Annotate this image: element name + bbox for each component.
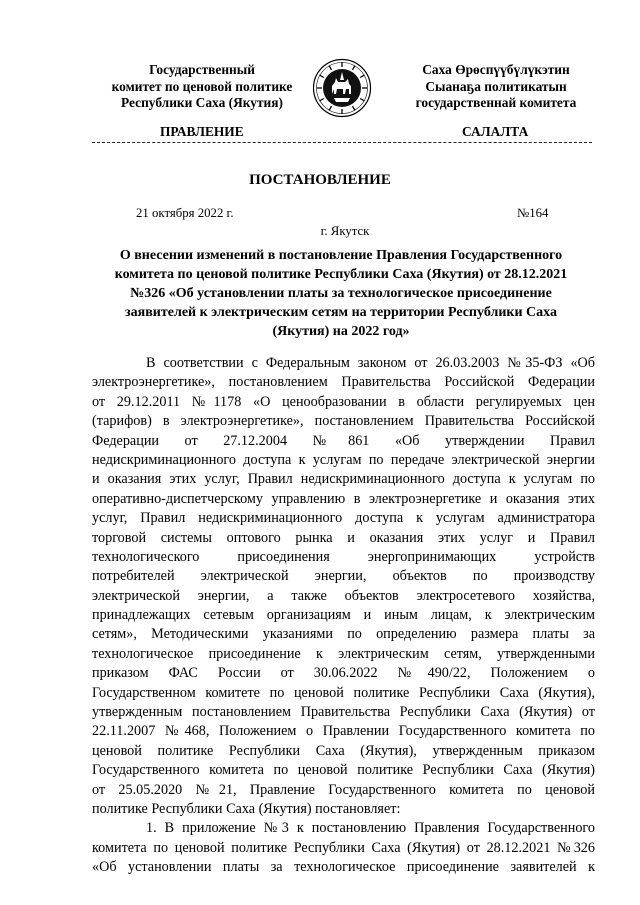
body-line: Государственного комитета по ценовой политике Республики Саха (Якутия) bbox=[92, 762, 595, 779]
body-line: недискриминационного доступа к услугам по передаче электрической энергии bbox=[92, 451, 595, 468]
body-line: Государственном комитете по ценовой политике Республики Саха (Якутия), bbox=[92, 684, 595, 701]
subject-line: №326 «Об установлении платы за технологическое присоединение bbox=[130, 286, 552, 301]
header-right-line: Саха Өрөспүүбүлүкэтин bbox=[422, 62, 570, 77]
document-title: ПОСТАНОВЛЕНИЕ bbox=[249, 172, 391, 188]
body-line: политике Республики Саха (Якутия) постановляет: bbox=[92, 800, 401, 817]
subject-line: комитета по ценовой политике Республики Саха (Якутия) от 28.12.2021 bbox=[114, 267, 568, 282]
body-line: приказом ФАС России от 30.06.2022 №490/22, Положением о bbox=[92, 665, 595, 682]
document-number: №164 bbox=[517, 206, 549, 220]
board-label-yakut: САЛАЛТА bbox=[462, 124, 529, 139]
header-divider bbox=[92, 142, 592, 143]
header-right-line: Сыанаҕа политикатын bbox=[425, 78, 567, 94]
body-line: утвержденным постановлением Правительства Республики Саха (Якутия) от bbox=[92, 704, 595, 721]
subject-line: О внесении изменений в постановление Правления Государственного bbox=[119, 248, 563, 263]
body-line: комитета по ценовой политике Республики Саха (Якутия) от 28.12.2021 №326 bbox=[92, 839, 595, 856]
body-line: принадлежащих сетевым организациям и иным лицам, к электрическим bbox=[92, 607, 595, 624]
header-right-line: государственнай комитета bbox=[415, 95, 577, 110]
body-line: от 29.12.2011 №1178 «О ценообразовании в области регулируемых цен bbox=[92, 393, 595, 410]
committee-name-yakut bbox=[405, 62, 587, 112]
body-line: услуг, Правил недискриминационного доступа к услугам администратора bbox=[92, 510, 595, 527]
body-line: технологическое присоединение к электрическим сетям, утвержденными bbox=[92, 645, 595, 662]
document-city: г. Якутск bbox=[320, 224, 370, 238]
body-line: от 25.05.2020 №21, Правление Государственного комитета по ценовой bbox=[92, 781, 595, 798]
document-date: 21 октября 2022 г. bbox=[136, 206, 234, 220]
header-left-line: Государственный bbox=[149, 62, 255, 77]
body-line: 22.11.2007 №468, Положением о Правлении Государственного комитета по bbox=[92, 723, 595, 740]
body-line: электрической энергии, а также объектов электросетевого хозяйства, bbox=[92, 587, 595, 604]
board-label-russian: ПРАВЛЕНИЕ bbox=[160, 124, 244, 139]
subject-line: заявителей к электрическим сетям на территории Республики Саха bbox=[125, 305, 557, 320]
body-line: «Об установлении платы за технологическое присоединение заявителей к bbox=[92, 859, 595, 876]
body-line: электроэнергетике», постановлением Правительства Российской Федерации bbox=[92, 374, 595, 391]
body-line: технологического присоединения энергопринимающих устройств bbox=[92, 548, 595, 565]
coat-of-arms-icon bbox=[312, 58, 372, 118]
body-line: сетям», Методическими указаниями по определению размера платы за bbox=[92, 626, 595, 643]
document-subject bbox=[92, 246, 590, 341]
header-left-line: комитет по ценовой политике bbox=[111, 78, 293, 94]
body-line: оперативно-диспетчерскому управлению в электроэнергетике и оказания этих bbox=[92, 490, 595, 507]
body-line: торговой системы оптового рынка и оказания этих услуг и Правил bbox=[92, 529, 595, 546]
body-line: (тарифов) в электроэнергетике», постановлением Правительства Российской bbox=[92, 413, 595, 430]
body-line: Федерации от 27.12.2004 №861 «Об утверждении Правил bbox=[92, 432, 595, 449]
document-body bbox=[92, 354, 595, 878]
subject-line: (Якутия) на 2022 год» bbox=[272, 324, 410, 339]
header-left-line: Республики Саха (Якутия) bbox=[121, 95, 283, 110]
body-line: В соответствии с Федеральным законом от 26.03.2003 №35-ФЗ «Об bbox=[146, 355, 595, 371]
body-line: ценовой политике Республики Саха (Якутия), утвержденным приказом bbox=[92, 742, 595, 759]
committee-name-russian bbox=[96, 62, 308, 112]
body-line: 1. В приложение №3 к постановлению Правления Государственного bbox=[146, 820, 595, 837]
body-line: потребителей электрической энергии, объектов по производству bbox=[92, 568, 595, 585]
body-line: и оказания этих услуг, Правил недискриминационного доступа к услугам по bbox=[92, 471, 595, 488]
